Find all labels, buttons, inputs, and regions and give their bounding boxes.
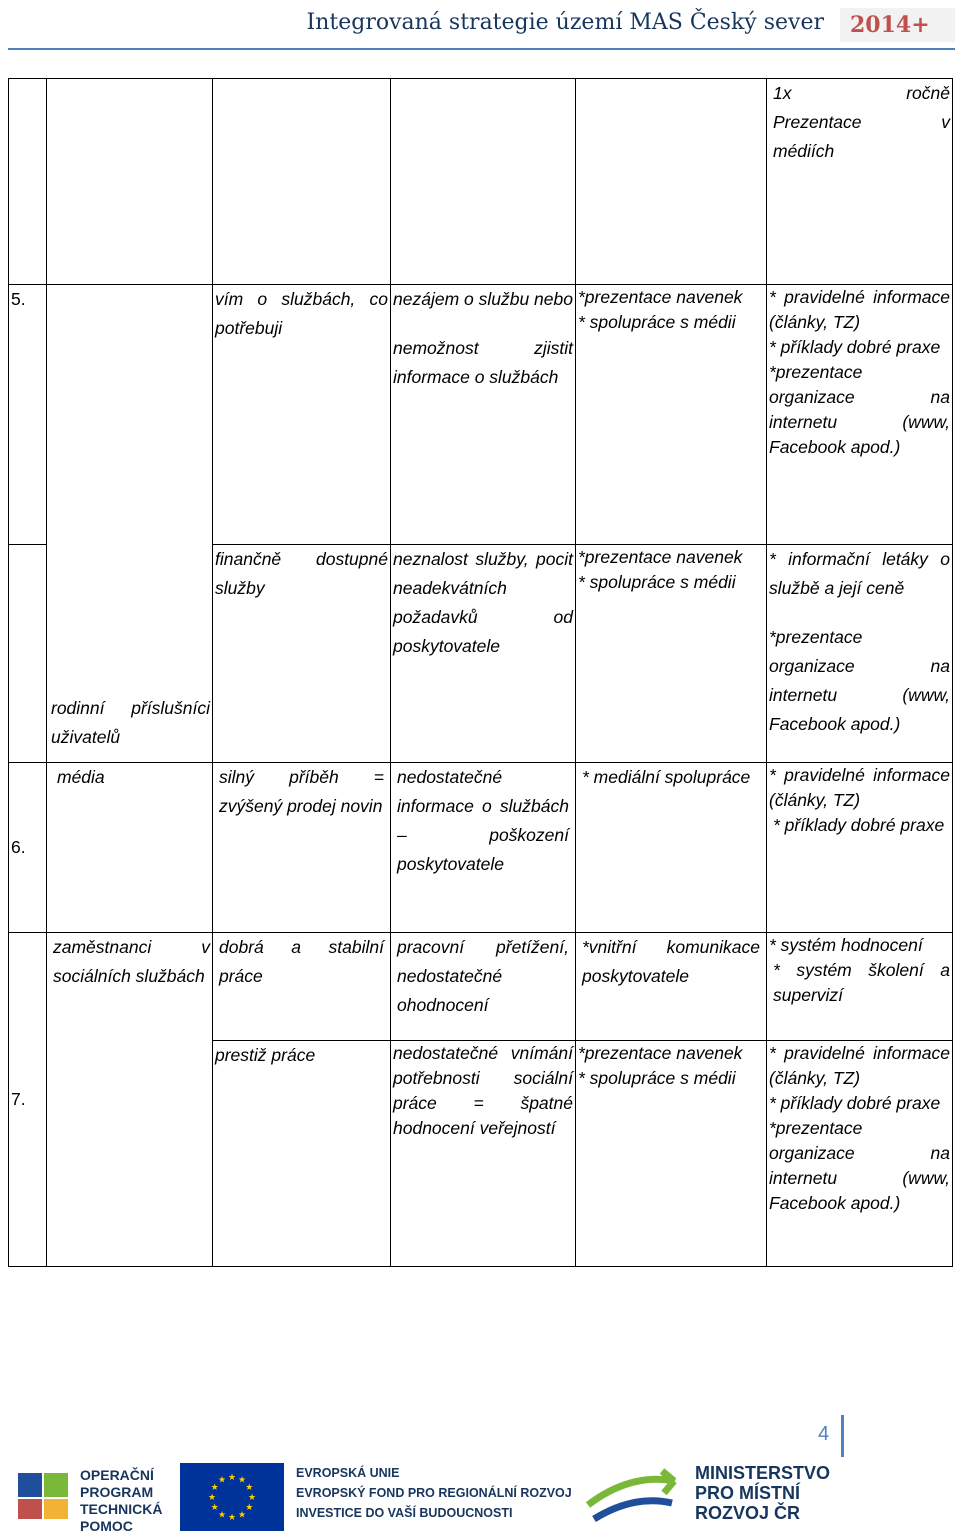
strength-text: finančně dostupné služby — [215, 549, 388, 598]
page-number: 4 — [818, 1423, 830, 1445]
tools-text: *prezentace navenek — [578, 1043, 743, 1063]
op-logo-line: POMOC — [80, 1518, 133, 1534]
eu-star-icon: ★ — [227, 1512, 237, 1522]
strength-text: silný příběh = zvýšený prodej novin — [219, 767, 384, 816]
strength-cell — [213, 79, 391, 285]
mmr-logo-line: ROZVOJ ČR — [695, 1503, 801, 1523]
weakness-cell — [391, 1041, 576, 1267]
eu-star-icon: ★ — [237, 1474, 247, 1485]
stakeholder-group: média — [47, 763, 213, 933]
weakness-text: nemožnost zjistit informace o službách — [393, 338, 573, 387]
row-number: 7. — [9, 933, 47, 1267]
actions-text: * systém školení a supervizí — [773, 960, 950, 1005]
op-logo-icon — [14, 1467, 72, 1523]
spacer — [393, 314, 573, 334]
actions-cell — [767, 933, 953, 1041]
actions-line: médiích — [773, 141, 835, 161]
eu-star-icon: ★ — [245, 1482, 254, 1492]
strength-text: prestiž práce — [215, 1045, 316, 1065]
actions-text: * pravidelné informace (články, TZ) — [769, 1043, 950, 1088]
tools-cell — [576, 545, 767, 763]
stakeholder-group — [47, 79, 213, 285]
mmr-logo-text — [695, 1463, 830, 1523]
document-year-badge: 2014+ — [840, 8, 955, 42]
actions-text: * pravidelné informace (články, TZ) — [769, 765, 950, 810]
weakness-text: nedostatečné vnímání potřebnosti sociální práce = špatné hodnocení veřejností — [393, 1043, 573, 1138]
strength-text: vím o službách, co potřebuji — [215, 289, 388, 338]
actions-cell — [767, 545, 953, 763]
actions-cell — [767, 79, 953, 285]
weakness-text: nedostatečné informace o službách – poškození poskytovatele — [397, 767, 569, 874]
header-divider — [8, 48, 955, 50]
row-number: 6. — [9, 763, 47, 933]
tools-cell — [576, 763, 767, 933]
actions-text: * pravidelné informace (články, TZ) — [769, 287, 950, 332]
row-number: 5. — [9, 285, 47, 545]
weakness-text: nezájem o službu nebo — [393, 289, 573, 309]
document-title: Integrovaná strategie území MAS Český sever — [306, 10, 824, 35]
actions-cell — [767, 285, 953, 545]
weakness-cell — [391, 763, 576, 933]
tools-text: * mediální spolupráce — [582, 767, 751, 787]
actions-text: *prezentace organizace na internetu (www, Facebook apod.) — [769, 362, 950, 457]
tools-text: * spolupráce s médii — [578, 312, 736, 332]
stakeholder-group — [47, 933, 213, 1267]
weakness-text: pracovní přetížení, nedostatečné ohodnocení — [397, 937, 569, 1015]
op-logo-line: TECHNICKÁ — [80, 1501, 163, 1517]
actions-line: Prezentace v — [773, 112, 950, 132]
eu-star-icon: ★ — [217, 1474, 227, 1485]
spacer — [769, 603, 950, 623]
page-number-bar — [841, 1415, 844, 1457]
actions-text: * příklady dobré praxe — [773, 815, 945, 835]
row-number — [9, 79, 47, 285]
eu-star-icon: ★ — [245, 1502, 254, 1512]
eu-star-icon: ★ — [217, 1509, 227, 1520]
op-logo-line: OPERAČNÍ — [80, 1467, 154, 1483]
page-header — [0, 0, 960, 50]
stakeholder-table — [8, 78, 953, 1267]
weakness-cell — [391, 285, 576, 545]
mmr-logo-line: PRO MÍSTNÍ — [695, 1483, 801, 1503]
tools-text: * spolupráce s médii — [578, 572, 736, 592]
tools-text: *vnitřní komunikace poskytovatele — [582, 937, 760, 986]
tools-cell — [576, 1041, 767, 1267]
strength-cell — [213, 1041, 391, 1267]
mmr-logo-line: MINISTERSTVO — [695, 1463, 831, 1483]
eu-star-icon: ★ — [237, 1509, 247, 1520]
tools-cell — [576, 285, 767, 545]
table-row — [9, 79, 953, 285]
eu-logo-text — [296, 1463, 572, 1523]
stakeholder-group-label: zaměstnanci v sociálních službách — [53, 937, 210, 986]
eu-logo-line: EVROPSKÝ FOND PRO REGIONÁLNÍ ROZVOJ — [296, 1486, 572, 1500]
op-logo-text — [80, 1467, 162, 1535]
eu-star-icon: ★ — [247, 1492, 257, 1502]
strength-cell — [213, 545, 391, 763]
actions-cell — [767, 763, 953, 933]
actions-text: * příklady dobré praxe — [769, 1093, 941, 1113]
strength-cell — [213, 763, 391, 933]
eu-star-icon: ★ — [210, 1502, 219, 1512]
actions-line: 1x ročně — [773, 83, 950, 103]
table-row — [9, 763, 953, 933]
actions-text: * informační letáky o službě a její ceně — [769, 549, 950, 598]
row-number — [9, 545, 47, 763]
stakeholder-group-label: rodinní příslušníci uživatelů — [51, 698, 210, 747]
strength-cell — [213, 285, 391, 545]
actions-text: *prezentace organizace na internetu (www, Facebook apod.) — [769, 1118, 950, 1213]
eu-star-icon: ★ — [207, 1492, 217, 1502]
table-row — [9, 933, 953, 1041]
page-footer — [0, 1415, 960, 1534]
actions-text: * příklady dobré praxe — [769, 337, 941, 357]
actions-cell — [767, 1041, 953, 1267]
weakness-cell — [391, 79, 576, 285]
op-logo-line: PROGRAM — [80, 1484, 154, 1500]
stakeholder-group — [47, 285, 213, 763]
tools-text: * spolupráce s médii — [578, 1068, 736, 1088]
strength-cell — [213, 933, 391, 1041]
eu-star-icon: ★ — [227, 1472, 237, 1482]
eu-logo-line: EVROPSKÁ UNIE — [296, 1466, 400, 1480]
tools-text: *prezentace navenek — [578, 287, 743, 307]
strength-text: dobrá a stabilní práce — [219, 937, 384, 986]
eu-star-icon: ★ — [210, 1482, 219, 1492]
tools-cell — [576, 79, 767, 285]
tools-text: *prezentace navenek — [578, 547, 743, 567]
actions-text: *prezentace organizace na internetu (www, Facebook apod.) — [769, 627, 950, 734]
eu-flag-icon — [180, 1463, 284, 1531]
tools-cell — [576, 933, 767, 1041]
actions-text: * systém hodnocení — [769, 935, 923, 955]
mmr-arrow-icon — [584, 1467, 680, 1523]
weakness-cell — [391, 933, 576, 1041]
weakness-cell — [391, 545, 576, 763]
table-row — [9, 285, 953, 545]
weakness-text: neznalost služby, pocit neadekvátních požadavků od poskytovatele — [393, 549, 573, 656]
eu-logo-line: INVESTICE DO VAŠÍ BUDOUCNOSTI — [296, 1506, 513, 1520]
